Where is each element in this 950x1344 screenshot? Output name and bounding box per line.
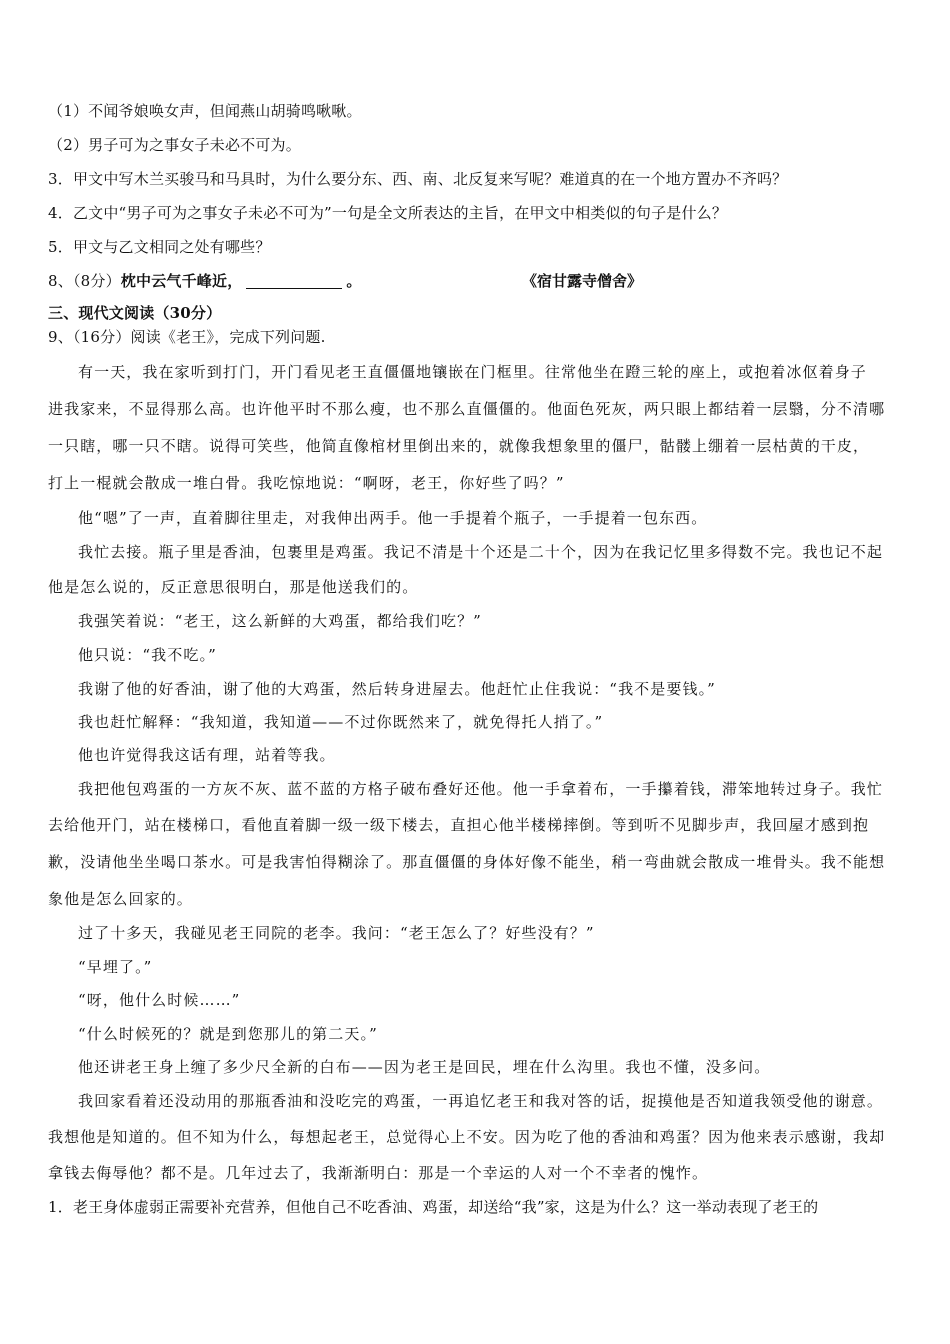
passage-line: “什么时候死的？就是到您那儿的第二天。” — [78, 1025, 378, 1043]
passage-line: 拿钱去侮辱他？都不是。几年过去了，我渐渐明白：那是一个幸运的人对一个不幸者的愧怍。 — [48, 1164, 709, 1182]
question-item: 5．甲文与乙文相同之处有哪些？ — [48, 238, 271, 256]
question-item: 3．甲文中写木兰买骏马和马具时，为什么要分东、西、南、北反复来写呢？难道真的在一个地方置办不齐吗？ — [48, 170, 788, 188]
poem-source: 《宿甘露寺僧舍》 — [522, 272, 643, 290]
passage-line: 我也赶忙解释：“我知道，我知道——不过你既然来了，就免得托人捎了。” — [78, 713, 604, 731]
passage-line: 我回家看着还没动用的那瓶香油和没吃完的鸡蛋，一再追忆老王和我对答的话，捉摸他是否知道我领受他的谢意。 — [78, 1092, 884, 1110]
question-9: 9、（16分）阅读《老王》，完成下列问题. — [48, 328, 326, 346]
question-item: （1）不闻爷娘唤女声，但闻燕山胡骑鸣啾啾。 — [48, 102, 362, 120]
passage-line: 我把他包鸡蛋的一方灰不灰、蓝不蓝的方格子破布叠好还他。他一手拿着布，一手攥着钱，滞笨地转过身子。我忙 — [78, 780, 884, 798]
passage-line: 歉，没请他坐坐喝口茶水。可是我害怕得糊涂了。那直僵僵的身体好像不能坐，稍一弯曲就会散成一堆骨头。我不能想 — [48, 853, 886, 871]
passage-line: 他是怎么说的，反正意思很明白，那是他送我们的。 — [48, 578, 419, 596]
poem-line: 枕中云气千峰近， — [120, 272, 243, 290]
question-8 — [48, 270, 910, 292]
passage-line: 他也许觉得我这话有理，站着等我。 — [78, 746, 336, 764]
passage-line: 他“嗯”了一声，直着脚往里走，对我伸出两手。他一手提着个瓶子，一手提着一包东西。 — [78, 509, 708, 527]
poem-line-end: 。 — [346, 272, 362, 290]
passage-line: 过了十多天，我碰见老王同院的老李。我问：“老王怎么了？好些没有？” — [78, 924, 595, 942]
section-heading: 三、现代文阅读（30分） — [48, 304, 222, 322]
question-item: （2）男子可为之事女子未必不可为。 — [48, 136, 301, 154]
question-item: 4．乙文中“男子可为之事女子未必不可为”一句是全文所表达的主旨，在甲文中相类似的句子是什么？ — [48, 204, 728, 222]
passage-line: 打上一棍就会散成一堆白骨。我吃惊地说：“啊呀，老王，你好些了吗？” — [48, 474, 565, 492]
passage-line: 我忙去接。瓶子里是香油，包裹里是鸡蛋。我记不清是十个还是二十个，因为在我记忆里多得数不完。我也记不起 — [78, 543, 884, 561]
passage-line: 象他是怎么回家的。 — [48, 890, 193, 908]
passage-line: 有一天，我在家听到打门，开门看见老王直僵僵地镶嵌在门框里。往常他坐在蹬三轮的座上，或抱着冰伛着身子 — [78, 363, 867, 381]
passage-line: 一只瞎，哪一只不瞎。说得可笑些，他简直像棺材里倒出来的，就像我想象里的僵尸，骷髅上绷着一层枯黄的干皮， — [48, 437, 870, 455]
passage-line: 他还讲老王身上缠了多少尺全新的白布——因为老王是回民，埋在什么沟里。我也不懂，没多问。 — [78, 1058, 771, 1076]
question-8-prefix: 8、（8分） — [48, 272, 121, 290]
fill-blank[interactable] — [246, 272, 342, 289]
question-item: 1．老王身体虚弱正需要补充营养，但他自己不吃香油、鸡蛋，却送给“我”家，这是为什么？这一举动表现了老王的 — [48, 1198, 819, 1216]
passage-line: 进我家来，不显得那么高。也许他平时不那么瘦，也不那么直僵僵的。他面色死灰，两只眼上都结着一层翳，分不清哪 — [48, 400, 886, 418]
passage-line: 去给他开门，站在楼梯口，看他直着脚一级一级下楼去，直担心他半楼梯摔倒。等到听不见脚步声，我回屋才感到抱 — [48, 816, 870, 834]
passage-line: 我想他是知道的。但不知为什么，每想起老王，总觉得心上不安。因为吃了他的香油和鸡蛋？因为他来表示感谢，我却 — [48, 1128, 886, 1146]
passage-line: “早埋了。” — [78, 958, 153, 976]
passage-line: 他只说：“我不吃。” — [78, 646, 217, 664]
passage-line: “呀，他什么时候……” — [78, 991, 241, 1009]
passage-line: 我谢了他的好香油，谢了他的大鸡蛋，然后转身进屋去。他赶忙止住我说：“我不是要钱。” — [78, 680, 716, 698]
passage-line: 我强笑着说：“老王，这么新鲜的大鸡蛋，都给我们吃？” — [78, 612, 482, 630]
